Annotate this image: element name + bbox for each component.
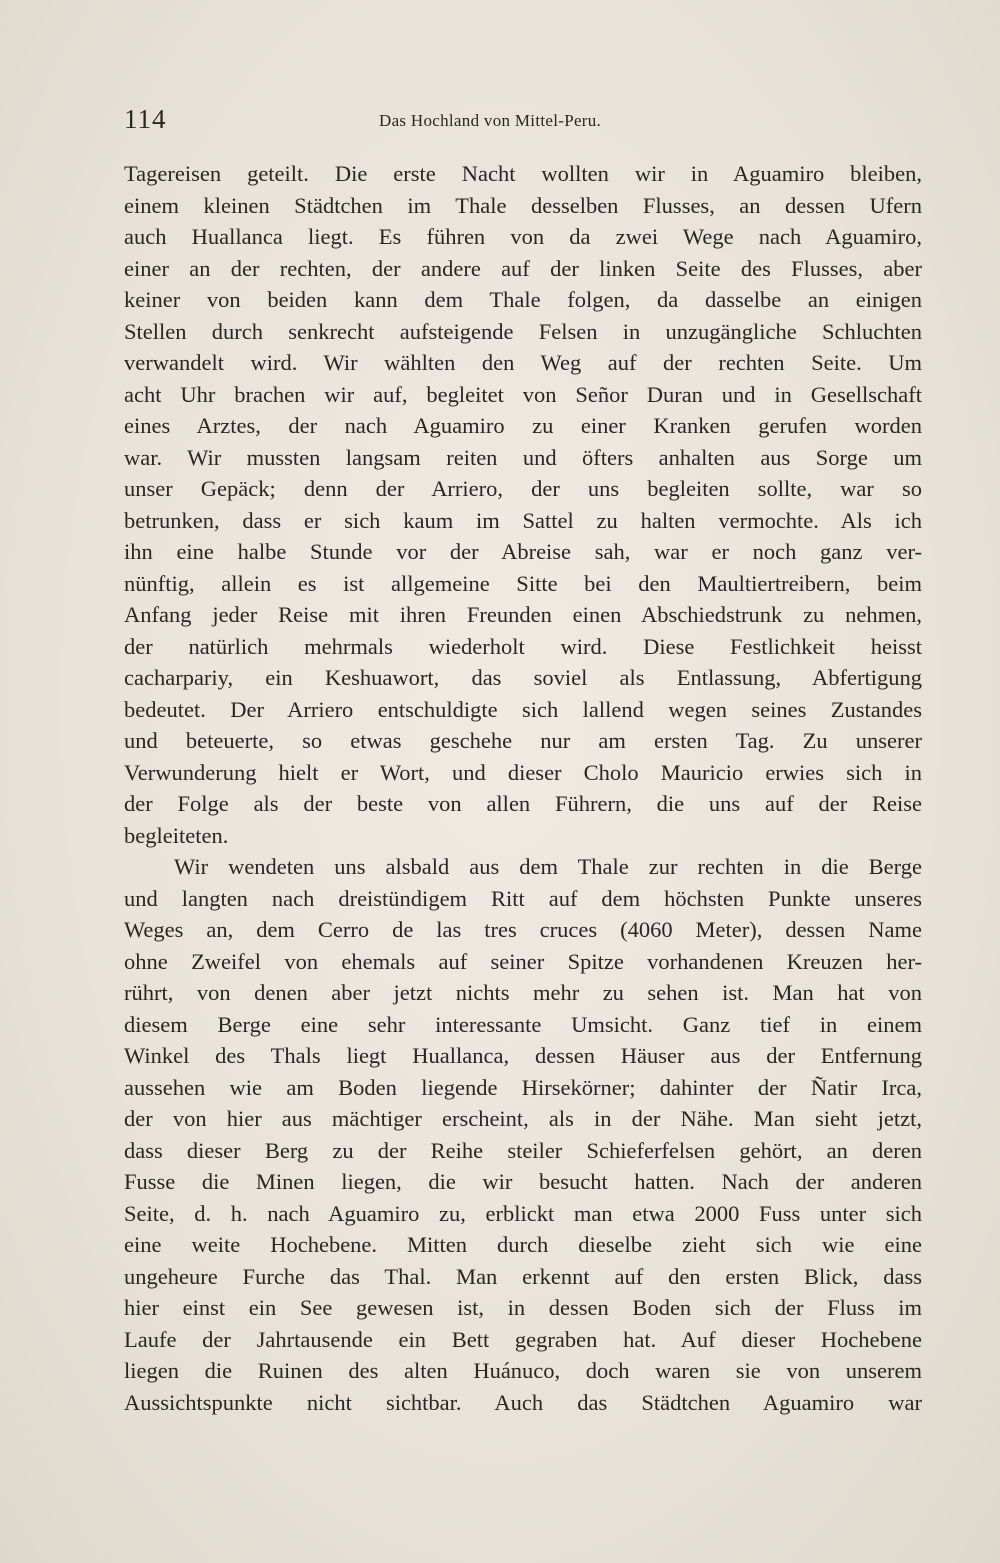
text-line: Verwunderung hielt er Wort, und dieser Cholo Mauricio erwies sich in xyxy=(124,759,922,785)
text-line: ungeheure Furche das Thal. Man erkennt auf den ersten Blick, dass xyxy=(124,1263,922,1289)
text-line: Winkel des Thals liegt Huallanca, dessen Häuser aus der Entfernung xyxy=(124,1043,922,1068)
text-line: der Folge als der beste von allen Führern, die uns auf der Reise xyxy=(124,791,922,816)
text-line: diesem Berge eine sehr interessante Umsicht. Ganz tief in einem xyxy=(124,1011,922,1037)
text-line: keiner von beiden kann dem Thale folgen, da dasselbe an einigen xyxy=(124,287,922,312)
text-line: begleiteten. xyxy=(124,822,229,848)
text-line: rührt, von denen aber jetzt nichts mehr zu sehen ist. Man hat von xyxy=(124,980,922,1005)
text-line: Seite, d. h. nach Aguamiro zu, erblickt man etwa 2000 Fuss unter sich xyxy=(124,1200,922,1226)
text-line: Fusse die Minen liegen, die wir besucht hatten. Nach der anderen xyxy=(124,1169,922,1194)
text-line: acht Uhr brachen wir auf, begleitet von Señor Duran und in Gesellschaft xyxy=(124,381,922,407)
text-line: einer an der rechten, der andere auf der linken Seite des Flusses, aber xyxy=(124,255,922,281)
text-line: eines Arztes, der nach Aguamiro zu einer Kranken gerufen worden xyxy=(124,413,922,438)
text-line: hier einst ein See gewesen ist, in dessen Boden sich der Fluss im xyxy=(124,1295,922,1320)
text-line: dass dieser Berg zu der Reihe steiler Schieferfelsen gehört, an deren xyxy=(124,1137,922,1163)
text-line: Anfang jeder Reise mit ihren Freunden einen Abschiedstrunk zu nehmen, xyxy=(124,602,922,627)
text-line: und langten nach dreistündigem Ritt auf dem höchsten Punkte unseres xyxy=(124,885,922,911)
text-line: bedeutet. Der Arriero entschuldigte sich lallend wegen seines Zustandes xyxy=(124,696,922,722)
text-line: unser Gepäck; denn der Arriero, der uns begleiten sollte, war so xyxy=(124,476,922,501)
text-line: Aussichtspunkte nicht sichtbar. Auch das Städtchen Aguamiro war xyxy=(124,1389,922,1415)
text-line: aussehen wie am Boden liegende Hirsekörner; dahinter der Ñatir Irca, xyxy=(124,1074,922,1100)
text-line: Tagereisen geteilt. Die erste Nacht wollten wir in Aguamiro bleiben, xyxy=(124,161,922,186)
page-header xyxy=(124,104,924,138)
text-line: Wir wendeten uns alsbald aus dem Thale zur rechten in die Berge xyxy=(174,854,922,879)
text-line: betrunken, dass er sich kaum im Sattel zu halten vermochte. Als ich xyxy=(124,507,922,533)
running-title: Das Hochland von Mittel-Peru. xyxy=(379,111,602,130)
text-line: auch Huallanca liegt. Es führen von da zwei Wege nach Aguamiro, xyxy=(124,224,922,249)
text-line: eine weite Hochebene. Mitten durch dieselbe zieht sich wie eine xyxy=(124,1232,922,1257)
text-line: Stellen durch senkrecht aufsteigende Felsen in unzugängliche Schluchten xyxy=(124,318,922,344)
page-number: 114 xyxy=(124,104,167,134)
text-line: der natürlich mehrmals wiederholt wird. Diese Festlichkeit heisst xyxy=(124,633,922,659)
text-line: nünftig, allein es ist allgemeine Sitte bei den Maultiertreibern, beim xyxy=(124,570,922,596)
text-line: war. Wir mussten langsam reiten und öfters anhalten aus Sorge um xyxy=(124,444,922,470)
text-line: ihn eine halbe Stunde vor der Abreise sah, war er noch ganz ver- xyxy=(124,539,922,564)
text-line: liegen die Ruinen des alten Huánuco, doch waren sie von unserem xyxy=(124,1358,922,1383)
text-line: einem kleinen Städtchen im Thale desselben Flusses, an dessen Ufern xyxy=(124,192,922,218)
text-line: Weges an, dem Cerro de las tres cruces (4060 Meter), dessen Name xyxy=(124,917,922,942)
text-line: ohne Zweifel von ehemals auf seiner Spitze vorhandenen Kreuzen her- xyxy=(124,948,922,974)
body-text xyxy=(124,158,922,1418)
text-line: verwandelt wird. Wir wählten den Weg auf der rechten Seite. Um xyxy=(124,350,922,375)
text-line: Laufe der Jahrtausende ein Bett gegraben hat. Auf dieser Hochebene xyxy=(124,1326,922,1352)
text-line: cacharpariy, ein Keshuawort, das soviel als Entlassung, Abfertigung xyxy=(124,665,922,690)
text-line: und beteuerte, so etwas geschehe nur am ersten Tag. Zu unserer xyxy=(124,728,922,753)
text-line: der von hier aus mächtiger erscheint, als in der Nähe. Man sieht jetzt, xyxy=(124,1106,922,1131)
